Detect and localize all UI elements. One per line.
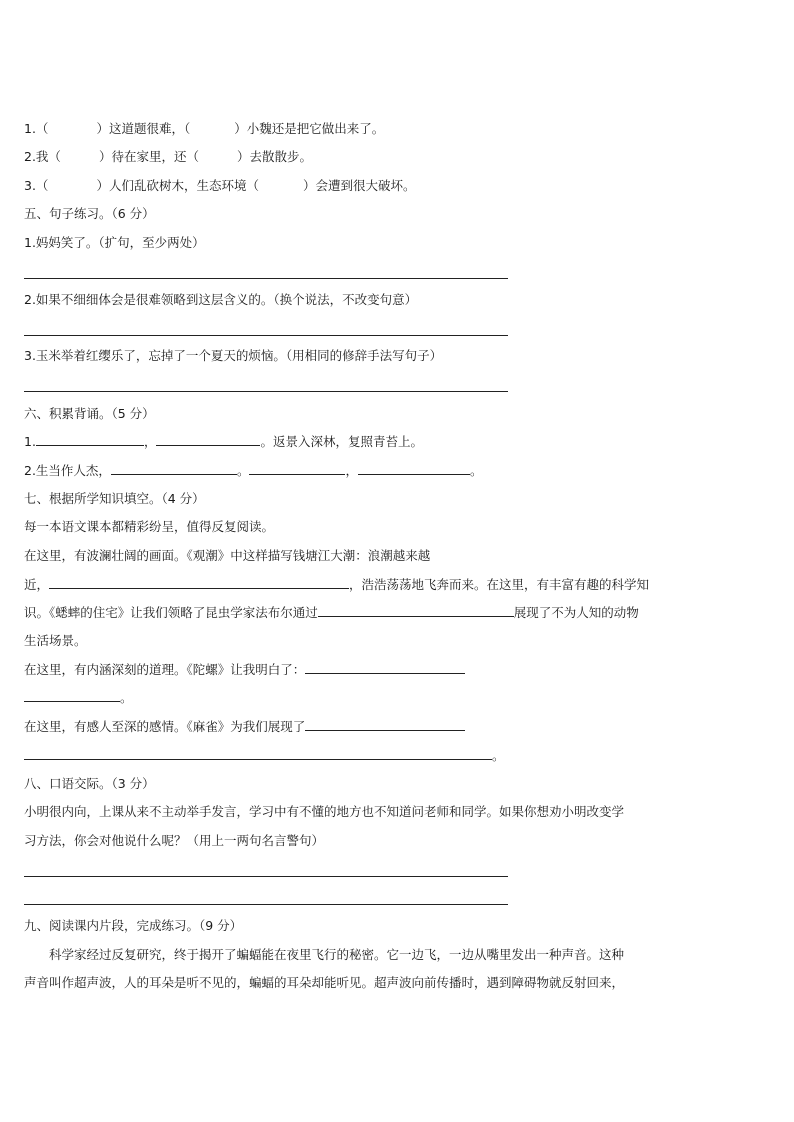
fill-blank[interactable] <box>36 433 144 446</box>
fill-blank[interactable] <box>358 462 470 475</box>
section7-line-5: 在这里，有内涵深刻的道理。《陀螺》让我明白了： <box>24 661 465 679</box>
section9-para-line-1: 科学家经过反复研究，终于揭开了蝙蝠能在夜里飞行的秘密。它一边飞，一边从嘴里发出一种声音。这种 <box>24 947 625 962</box>
section6-title: 六、积累背诵。（5 分） <box>24 406 155 421</box>
section5-q3: 3.玉米举着红缨乐了，忘掉了一个夏天的烦恼。（用相同的修辞手法写句子） <box>24 348 443 363</box>
section9-para-line-2: 声音叫作超声波，人的耳朵是听不见的，蝙蝠的耳朵却能听见。超声波向前传播时，遇到障碍物就反射回来， <box>24 975 625 990</box>
section7-line-7: 在这里，有感人至深的感情。《麻雀》为我们展现了 <box>24 718 465 736</box>
section8-line-1: 小明很内向，上课从来不主动举手发言，学习中有不懂的地方也不知道问老师和同学。如果你想劝小明改变学 <box>24 804 625 819</box>
section5-title: 五、句子练习。（6 分） <box>24 206 155 221</box>
section5-q1: 1.妈妈笑了。（扩句，至少两处） <box>24 235 205 250</box>
answer-line[interactable] <box>24 904 508 905</box>
fill-blank[interactable] <box>49 576 349 589</box>
section8-title: 八、口语交际。（3 分） <box>24 776 155 791</box>
section7-line-2: 近， ，浩浩荡荡地飞奔而来。在这里，有丰富有趣的科学知 <box>24 577 650 592</box>
answer-line[interactable] <box>24 278 508 279</box>
q4-item-3: 3.（ ）人们乱砍树木，生态环境（ ）会遭到很大破坏。 <box>24 178 416 193</box>
section7-line-8: 。 <box>24 747 505 765</box>
section6-q1: 1. ， 。返景入深林，复照青苔上。 <box>24 434 423 449</box>
section7-title: 七、根据所学知识填空。（4 分） <box>24 491 205 506</box>
answer-line[interactable] <box>24 876 508 877</box>
answer-line[interactable] <box>24 335 508 336</box>
section6-q2: 2.生当作人杰， 。 ， 。 <box>24 463 483 478</box>
section7-line-1: 在这里，有波澜壮阔的画面。《观潮》中这样描写钱塘江大潮：浪潮越来越 <box>24 548 431 563</box>
section7-line-4: 生活场景。 <box>24 633 87 648</box>
section7-line-6: 。 <box>24 689 133 707</box>
section7-line-3: 识。《蟋蟀的住宅》让我们领略了昆虫学家法布尔通过 展现了不为人知的动物 <box>24 605 639 620</box>
fill-blank[interactable] <box>249 462 345 475</box>
fill-blank[interactable] <box>305 718 465 731</box>
fill-blank[interactable] <box>305 661 465 674</box>
fill-blank[interactable] <box>24 689 120 702</box>
q4-item-2: 2.我（ ）待在家里，还（ ）去散散步。 <box>24 149 312 164</box>
fill-blank[interactable] <box>318 604 514 617</box>
answer-line[interactable] <box>24 391 508 392</box>
section9-title: 九、阅读课内片段，完成练习。（9 分） <box>24 918 243 933</box>
q4-item-1: 1.（ ）这道题很难，（ ）小魏还是把它做出来了。 <box>24 121 385 136</box>
section7-intro: 每一本语文课本都精彩纷呈，值得反复阅读。 <box>24 519 275 534</box>
fill-blank[interactable] <box>156 433 260 446</box>
section8-line-2: 习方法，你会对他说什么呢？（用上一两句名言警句） <box>24 833 325 848</box>
section5-q2: 2.如果不细细体会是很难领略到这层含义的。（换个说法，不改变句意） <box>24 292 418 307</box>
fill-blank[interactable] <box>24 747 492 760</box>
fill-blank[interactable] <box>111 462 237 475</box>
